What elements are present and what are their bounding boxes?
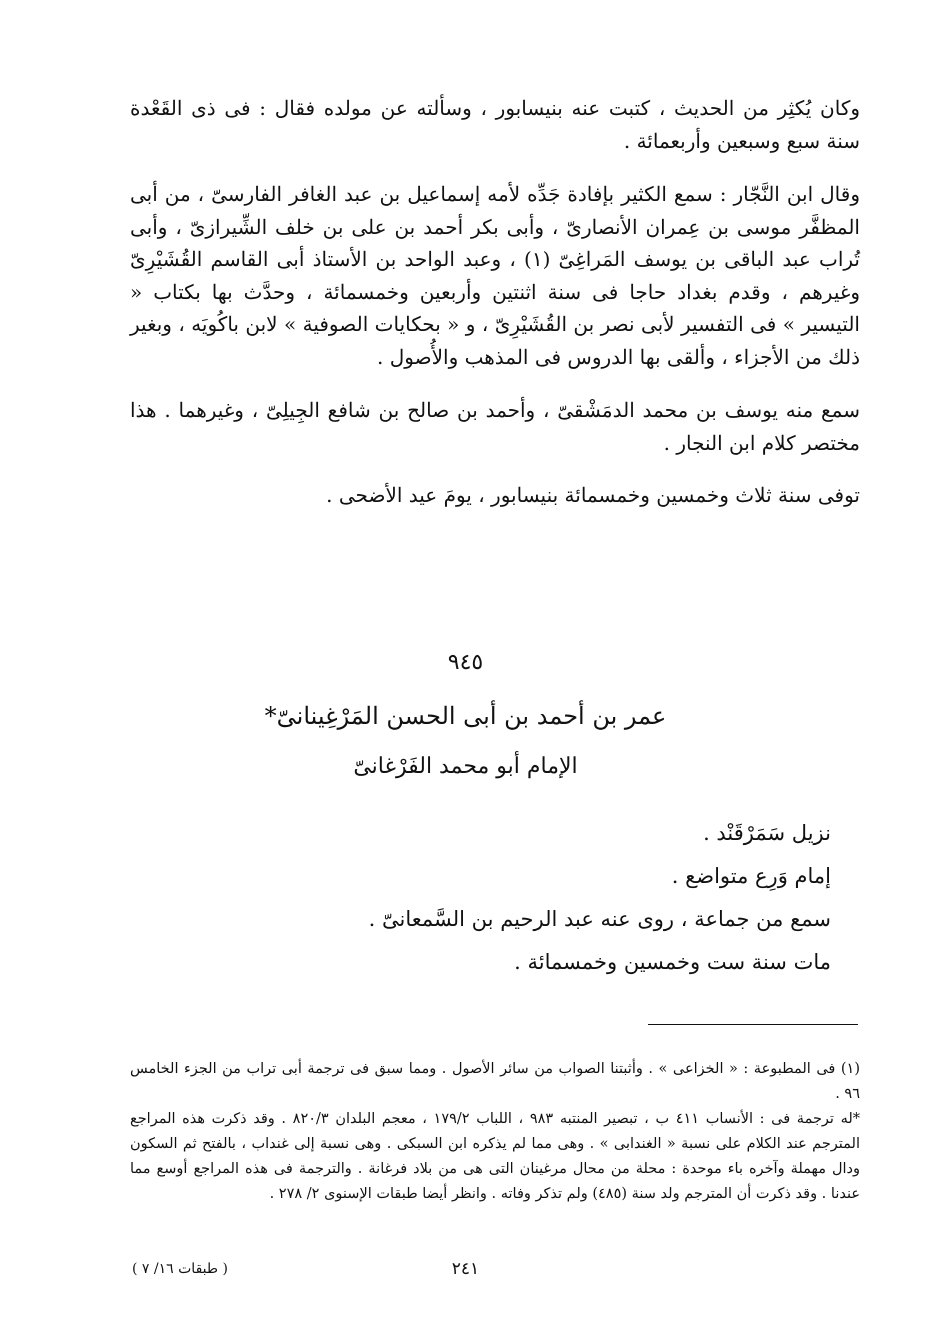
paragraph-3: سمع منه يوسف بن محمد الدمَشْقىّ ، وأحمد بن صالح بن شافع الجِيلِىّ ، وغيرهما . هذا مختصر كلام ابن النجار . bbox=[130, 398, 860, 455]
entry-line: مات سنة ست وخمسين وخمسمائة . bbox=[514, 950, 831, 974]
footnote-divider bbox=[648, 1024, 858, 1025]
signature-mark: ( طبقات ١٦/ ٧ ) bbox=[132, 1261, 228, 1277]
entry-line: سمع من جماعة ، روى عنه عبد الرحيم بن السَّمعانىّ . bbox=[368, 907, 831, 931]
paragraph-2: وقال ابن النَّجّار : سمع الكثير بإفادة جَدِّه لأمه إسماعيل بن عبد الغافر الفارسىّ ، من أبى المظفَّر موسى بن عِمران الأنصارىّ ، وأبى بكر أحمد بن على بن خلف الشِّيرازىّ ، وأبى تُراب عبد الباقى بن يوسف المَراغِىّ (١) ، وعبد الواحد بن الأستاذ أبى القاسم القُشَيْرِىّ وغيرهم ، وقدم بغداد حاجا فى سنة اثنتين وأربعين وخمسمائة ، وحدَّث بها بكتاب « التيسير » فى التفسير لأبى نصر بن القُشَيْرِىّ ، و « بحكايات الصوفية » لابن باكُويَه ، وبغير ذلك من الأجزاء ، وألقى بها الدروس فى المذهب والأُصول . bbox=[130, 182, 861, 369]
page-number: ٢٤١ bbox=[451, 1259, 480, 1279]
paragraph-1: وكان يُكثِر من الحديث ، كتبت عنه بنيسابور ، وسألته عن مولده فقال : فى ذى القَعْدة سنة سبع وسبعين وأربعمائة . bbox=[130, 96, 860, 153]
entry-line: نزيل سَمَرْقَنْد . bbox=[703, 821, 831, 845]
footnotes bbox=[130, 1057, 860, 1207]
footnote-2: *له ترجمة فى : الأنساب ٤١١ ب ، تبصير المنتبه ٩٨٣ ، اللباب ١٧٩/٢ ، معجم البلدان ٨٢٠/٣ . وقد ذكرت هذه المراجع المترجم عند الكلام على نسبة « الغندابى » . وهى مما لم يذكره ابن السبكى . وهى نسبة إلى غنداب ، بالفتح ثم السكون ودال مهملة وآخره باء موحدة : محلة من محال مرغينان التى هى من بلاد فرغانة . والترجمة فى هذه المراجع أوسع مما عندنا . وقد ذكرت أن المترجم ولد سنة (٤٨٥) ولم تذكر وفاته . وانظر أيضا طبقات الإسنوى ٢/ ٢٧٨ . bbox=[130, 1111, 861, 1202]
entry-heading-name: عمر بن أحمد بن أبى الحسن المَرْغِينانىّ* bbox=[264, 702, 667, 730]
entry-heading-kunya: الإمام أبو محمد الفَرْغانىّ bbox=[353, 754, 578, 779]
entry-number: ٩٤٥ bbox=[447, 650, 484, 675]
entry-body bbox=[331, 812, 831, 984]
footnote-1: (١) فى المطبوعة : « الخزاعى » . وأثبتنا الصواب من سائر الأصول . ومما سبق فى ترجمة أبى تراب من الجزء الخامس ٩٦ . bbox=[130, 1061, 860, 1102]
paragraph-4: توفى سنة ثلاث وخمسين وخمسمائة بنيسابور ، يومَ عيد الأضحى . bbox=[326, 483, 860, 507]
entry-line: إمام وَرِع متواضع . bbox=[671, 864, 831, 888]
main-text bbox=[130, 92, 860, 512]
